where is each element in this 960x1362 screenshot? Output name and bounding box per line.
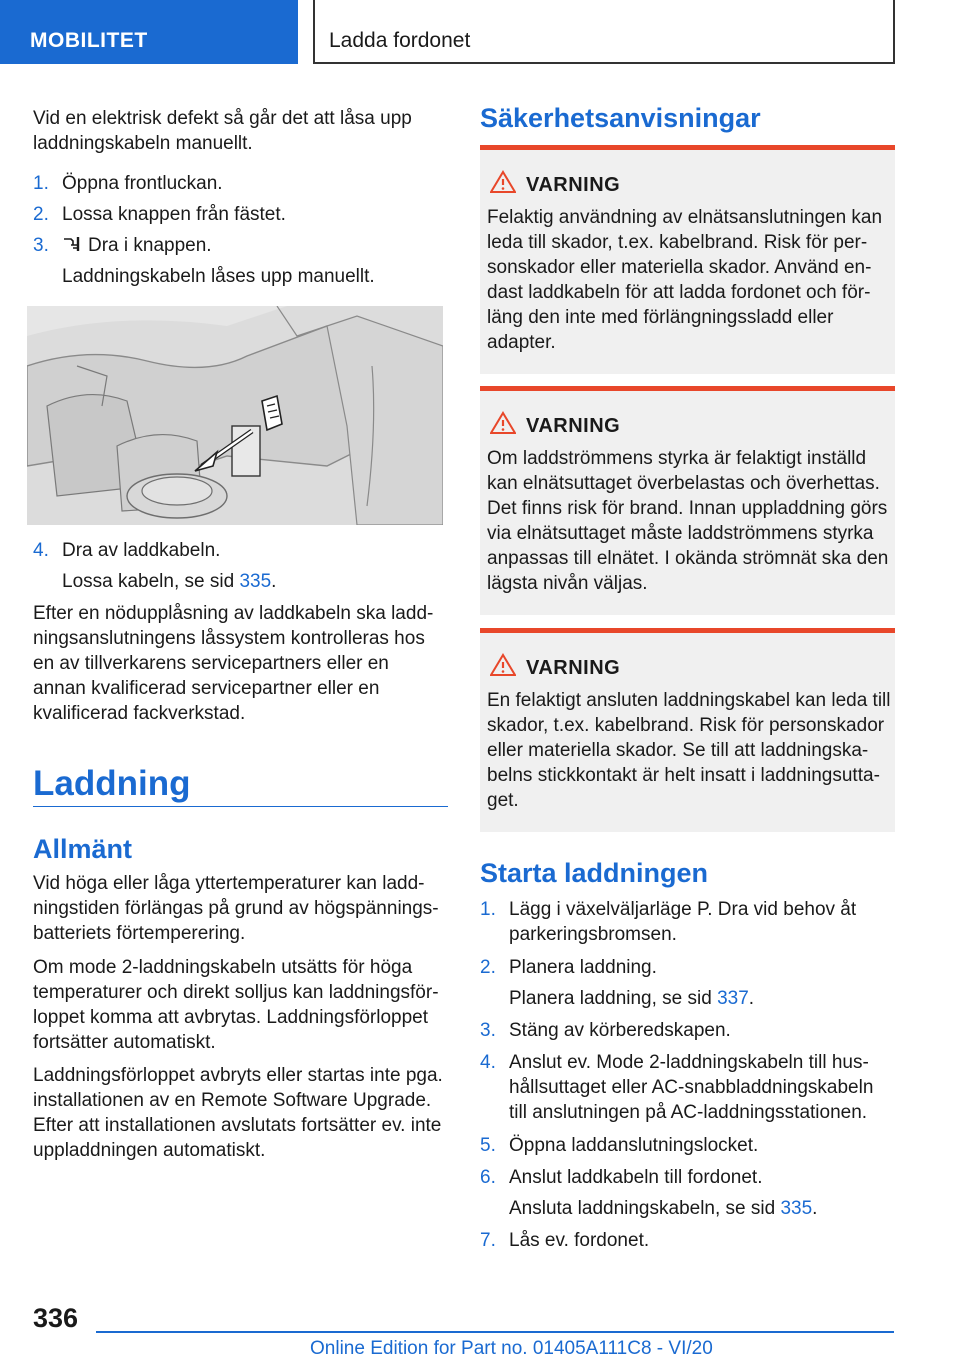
step-number: 4. xyxy=(480,1052,496,1073)
heading-sakerhetsanvisningar: Säkerhetsanvisningar xyxy=(480,103,761,133)
step-text-label: Dra i knappen. xyxy=(88,235,212,256)
step-number: 2. xyxy=(480,957,496,978)
step-text: Planera laddning. xyxy=(509,957,657,978)
step-subtext-prefix: Ansluta laddningskabeln, se sid xyxy=(509,1198,781,1219)
page-link[interactable]: 337 xyxy=(717,988,749,1009)
paragraph: Vid höga eller låga yttertemperaturer kan laddningstiden förlängas på grund av högspänningsbatteriets förtemperering. xyxy=(33,873,439,944)
step-subtext-suffix: . xyxy=(271,571,277,592)
step-subtext-prefix: Planera laddning, se sid xyxy=(509,988,718,1009)
step-subtext-suffix: . xyxy=(812,1198,818,1219)
warning-triangle-icon xyxy=(490,411,516,435)
heading-rule xyxy=(33,806,448,807)
step-number: 3. xyxy=(33,235,49,256)
engine-bay-illustration xyxy=(27,306,443,525)
step-subtext-suffix: . xyxy=(748,988,755,1009)
step-subtext xyxy=(509,1196,817,1221)
page-link[interactable]: 335 xyxy=(780,1198,813,1219)
step-number: 4. xyxy=(33,540,49,561)
subheading-allmant: Allmänt xyxy=(33,834,133,864)
warning-text: Felaktig användning av elnätsanslutningen kan leda till skador, t.ex. kabelbrand. Risk för personskador eller materiella skador. Använd endast laddkabeln för att ladda fordonet och förläng den inte med förlängningssladd eller adapter. xyxy=(487,207,883,353)
warning-box xyxy=(480,386,895,615)
page-header-title: Ladda fordonet xyxy=(313,0,895,64)
pull-hand-icon xyxy=(62,235,82,253)
step-number: 7. xyxy=(480,1230,496,1251)
step-subtext: Laddningskabeln låses upp manuellt. xyxy=(62,266,375,287)
step-number: 3. xyxy=(480,1020,496,1041)
step-number: 1. xyxy=(33,173,49,194)
warning-title: VARNING xyxy=(526,657,621,679)
after-unlock-text: Efter en nödupplåsning av laddkabeln ska laddningsanslutningens låssystem kontrolleras hos en av tillverkarens servicepartners eller en annan kvalificerad servicepartner eller en kvalificerad fackverkstad. xyxy=(33,603,434,724)
warning-text: Om laddströmmens styrka är felaktigt inställd kan elnätsuttaget överbelastas och överhettas. Det finns risk för brand. Innan uppladdning görs via elnätsuttaget måste laddströmmens styrka anpassas till elnätet. I okända strömnät ska den lägsta nivån väljas. xyxy=(487,448,889,594)
step-text: Öppna laddanslutningslocket. xyxy=(509,1135,759,1156)
warning-box xyxy=(480,628,895,832)
step-subtext-prefix: Lossa kabeln, se sid xyxy=(62,571,240,592)
step-text: Anslut ev. Mode 2-laddningskabeln till hushållsuttaget eller AC-snabbladdningskabeln till anslutningen på AC-laddningsstationen. xyxy=(509,1052,874,1123)
warning-title: VARNING xyxy=(526,415,621,437)
paragraph: Laddningsförloppet avbryts eller startas inte pga. installationen av en Remote Software Upgrade. Efter att installationen avslutats fortsätter ev. inte uppladdningen automatiskt. xyxy=(33,1065,443,1161)
heading-starta-laddningen: Starta laddningen xyxy=(480,858,709,888)
page-link[interactable]: 335 xyxy=(239,571,272,592)
step-text: Dra av laddkabeln. xyxy=(62,540,221,561)
step-text: Lås ev. fordonet. xyxy=(509,1230,650,1251)
warning-triangle-icon xyxy=(490,653,516,677)
step-subtext xyxy=(62,569,276,594)
warning-title: VARNING xyxy=(526,174,621,196)
step-number: 2. xyxy=(33,204,49,225)
paragraph: Om mode 2-laddningskabeln utsätts för höga temperaturer och direkt solljus kan laddningsförloppet komma att avbrytas. Laddningsförloppet fortsätter automatiskt. xyxy=(33,957,439,1053)
heading-laddning: Laddning xyxy=(33,764,191,803)
step-number: 6. xyxy=(480,1167,496,1188)
step-text: Stäng av körberedskapen. xyxy=(509,1020,731,1041)
step-text: Lägg i växelväljarläge P. Dra vid behov åt parkeringsbromsen. xyxy=(509,899,857,945)
step-number: 5. xyxy=(480,1135,496,1156)
step-text xyxy=(62,233,212,258)
edition-text: Online Edition for Part no. 01405A111C8 - VI/20 xyxy=(310,1338,713,1359)
step-text: Anslut laddkabeln till fordonet. xyxy=(509,1167,763,1188)
warning-triangle-icon xyxy=(490,170,516,194)
footer-rule xyxy=(96,1331,894,1333)
step-text: Öppna frontluckan. xyxy=(62,173,223,194)
section-tab: MOBILITET xyxy=(0,0,298,64)
step-text: Lossa knappen från fästet. xyxy=(62,204,286,225)
step-subtext xyxy=(509,986,754,1011)
charging-port-photo xyxy=(27,306,443,525)
warning-box xyxy=(480,145,895,374)
warning-text: En felaktigt ansluten laddningskabel kan leda till skador, t.ex. kabelbrand. Risk för personskador eller materiella skador. Se till att laddningskabelns stickkontakt är helt insatt i laddningsuttaget. xyxy=(487,690,891,811)
step-number: 1. xyxy=(480,899,496,920)
page-number: 336 xyxy=(33,1303,79,1333)
intro-text: Vid en elektrisk defekt så går det att låsa upp laddningskabeln manuellt. xyxy=(33,108,412,154)
